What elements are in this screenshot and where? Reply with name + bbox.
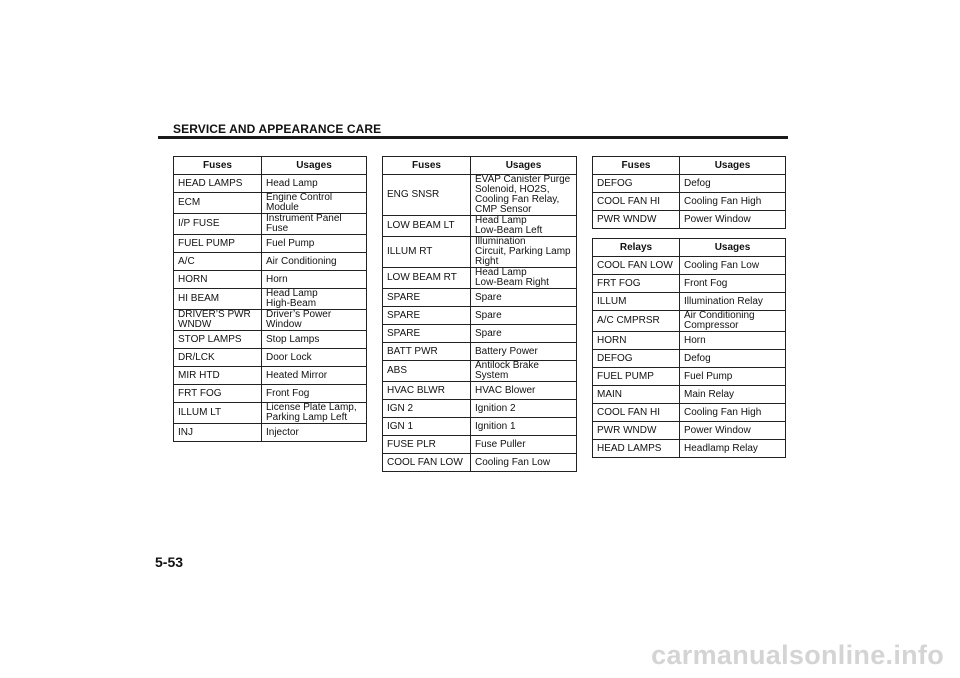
table-row xyxy=(593,404,786,422)
fuse-name-cell: HORN xyxy=(174,271,262,289)
fuse-name-cell: MIR HTD xyxy=(174,367,262,385)
table-row xyxy=(383,289,577,307)
usage-cell: Head Lamp High-Beam xyxy=(262,289,367,310)
fuse-name-cell: FUEL PUMP xyxy=(174,235,262,253)
table-row xyxy=(383,216,577,237)
usage-cell: Heated Mirror xyxy=(262,367,367,385)
column-header-usages: Usages xyxy=(262,157,367,175)
table-row xyxy=(174,331,367,349)
fuse-table-middle xyxy=(382,156,577,472)
usage-cell: Cooling Fan Low xyxy=(680,257,786,275)
table-row xyxy=(383,418,577,436)
table-row xyxy=(593,193,786,211)
fuse-name-cell: COOL FAN LOW xyxy=(593,257,680,275)
fuse-name-cell: COOL FAN HI xyxy=(593,404,680,422)
usage-cell: Headlamp Relay xyxy=(680,440,786,458)
table-row xyxy=(593,368,786,386)
section-title: SERVICE AND APPEARANCE CARE xyxy=(173,122,382,136)
table-row xyxy=(174,289,367,310)
usage-cell: Spare xyxy=(471,289,577,307)
usage-cell: Illumination Relay xyxy=(680,293,786,311)
table-row xyxy=(383,400,577,418)
fuse-name-cell: SPARE xyxy=(383,325,471,343)
table-row xyxy=(383,361,577,382)
usage-cell: License Plate Lamp, Parking Lamp Left xyxy=(262,403,367,424)
fuse-name-cell: ILLUM LT xyxy=(174,403,262,424)
usage-cell: Horn xyxy=(680,332,786,350)
table-row xyxy=(174,385,367,403)
fuse-table-left xyxy=(173,156,367,442)
fuse-name-cell: PWR WNDW xyxy=(593,422,680,440)
usage-cell: Fuel Pump xyxy=(262,235,367,253)
table-row xyxy=(174,310,367,331)
usage-cell: Head Lamp Low-Beam Left xyxy=(471,216,577,237)
fuse-name-cell: ILLUM RT xyxy=(383,237,471,268)
table-row xyxy=(174,253,367,271)
fuse-name-cell: MAIN xyxy=(593,386,680,404)
usage-cell: Power Window xyxy=(680,211,786,229)
fuse-name-cell: SPARE xyxy=(383,307,471,325)
usage-cell: Driver’s Power Window xyxy=(262,310,367,331)
usage-cell: Engine Control Module xyxy=(262,193,367,214)
usage-cell: Cooling Fan Low xyxy=(471,454,577,472)
usage-cell: Cooling Fan High xyxy=(680,404,786,422)
usage-cell: Stop Lamps xyxy=(262,331,367,349)
table-row xyxy=(593,211,786,229)
table-row xyxy=(383,175,577,216)
fuse-name-cell: SPARE xyxy=(383,289,471,307)
fuse-name-cell: PWR WNDW xyxy=(593,211,680,229)
fuse-name-cell: FUEL PUMP xyxy=(593,368,680,386)
usage-cell: Air Conditioning xyxy=(262,253,367,271)
page-number: 5-53 xyxy=(155,554,184,570)
fuse-name-cell: ABS xyxy=(383,361,471,382)
column-header-usages: Usages xyxy=(680,157,786,175)
usage-cell: Horn xyxy=(262,271,367,289)
fuse-name-cell: COOL FAN HI xyxy=(593,193,680,211)
fuse-table-right xyxy=(592,156,786,229)
table-row xyxy=(593,350,786,368)
fuse-name-cell: ILLUM xyxy=(593,293,680,311)
fuse-name-cell: FRT FOG xyxy=(174,385,262,403)
usage-cell: Main Relay xyxy=(680,386,786,404)
fuse-name-cell: A/C xyxy=(174,253,262,271)
usage-cell: Battery Power xyxy=(471,343,577,361)
fuse-name-cell: HVAC BLWR xyxy=(383,382,471,400)
fuse-name-cell: HI BEAM xyxy=(174,289,262,310)
table-row xyxy=(174,193,367,214)
usage-cell: HVAC Blower xyxy=(471,382,577,400)
fuse-name-cell: LOW BEAM RT xyxy=(383,268,471,289)
usage-cell: Air Conditioning Compressor xyxy=(680,311,786,332)
table-row xyxy=(383,454,577,472)
usage-cell: Ignition 1 xyxy=(471,418,577,436)
usage-cell: Front Fog xyxy=(680,275,786,293)
column-header-fuses: Fuses xyxy=(593,157,680,175)
fuse-name-cell: DEFOG xyxy=(593,350,680,368)
table-row xyxy=(174,403,367,424)
usage-cell: Cooling Fan High xyxy=(680,193,786,211)
column-header-usages: Usages xyxy=(471,157,577,175)
table-row xyxy=(593,293,786,311)
usage-cell: EVAP Canister Purge Solenoid, HO2S, Cooling Fan Relay, CMP Sensor xyxy=(471,175,577,216)
usage-cell: Head Lamp Low-Beam Right xyxy=(471,268,577,289)
table-row xyxy=(383,325,577,343)
table-row xyxy=(383,268,577,289)
table-row xyxy=(593,332,786,350)
table-row xyxy=(383,382,577,400)
table-row xyxy=(174,235,367,253)
column-header-fuses: Fuses xyxy=(383,157,471,175)
usage-cell: Defog xyxy=(680,350,786,368)
column-header-relays: Relays xyxy=(593,239,680,257)
table-row xyxy=(174,424,367,442)
table-row xyxy=(383,343,577,361)
column-header-fuses: Fuses xyxy=(174,157,262,175)
usage-cell: Door Lock xyxy=(262,349,367,367)
table-row xyxy=(593,311,786,332)
table-row xyxy=(593,422,786,440)
usage-cell: Front Fog xyxy=(262,385,367,403)
fuse-name-cell: HEAD LAMPS xyxy=(593,440,680,458)
fuse-name-cell: HEAD LAMPS xyxy=(174,175,262,193)
usage-cell: Spare xyxy=(471,325,577,343)
fuse-name-cell: INJ xyxy=(174,424,262,442)
fuse-name-cell: ECM xyxy=(174,193,262,214)
usage-cell: Spare xyxy=(471,307,577,325)
fuse-name-cell: HORN xyxy=(593,332,680,350)
table-row xyxy=(383,436,577,454)
usage-cell: Ignition 2 xyxy=(471,400,577,418)
table-row xyxy=(383,237,577,268)
fuse-name-cell: ENG SNSR xyxy=(383,175,471,216)
fuse-name-cell: A/C CMPRSR xyxy=(593,311,680,332)
fuse-name-cell: COOL FAN LOW xyxy=(383,454,471,472)
table-row xyxy=(593,440,786,458)
fuse-name-cell: BATT PWR xyxy=(383,343,471,361)
usage-cell: Instrument Panel Fuse xyxy=(262,214,367,235)
relay-table xyxy=(592,238,786,458)
fuse-name-cell: IGN 1 xyxy=(383,418,471,436)
fuse-name-cell: FRT FOG xyxy=(593,275,680,293)
fuse-name-cell: DRIVER’S PWR WNDW xyxy=(174,310,262,331)
table-row xyxy=(593,386,786,404)
table-row xyxy=(593,257,786,275)
usage-cell: Fuel Pump xyxy=(680,368,786,386)
fuse-name-cell: I/P FUSE xyxy=(174,214,262,235)
usage-cell: Injector xyxy=(262,424,367,442)
table-row xyxy=(174,175,367,193)
fuse-name-cell: LOW BEAM LT xyxy=(383,216,471,237)
fuse-name-cell: DEFOG xyxy=(593,175,680,193)
table-row xyxy=(174,367,367,385)
fuse-name-cell: STOP LAMPS xyxy=(174,331,262,349)
fuse-name-cell: FUSE PLR xyxy=(383,436,471,454)
usage-cell: Illumination Circuit, Parking Lamp Right xyxy=(471,237,577,268)
header-rule xyxy=(158,136,788,139)
table-row xyxy=(593,275,786,293)
table-row xyxy=(174,271,367,289)
table-row xyxy=(174,214,367,235)
usage-cell: Head Lamp xyxy=(262,175,367,193)
usage-cell: Defog xyxy=(680,175,786,193)
usage-cell: Antilock Brake System xyxy=(471,361,577,382)
table-row xyxy=(593,175,786,193)
column-header-usages: Usages xyxy=(680,239,786,257)
table-row xyxy=(174,349,367,367)
usage-cell: Power Window xyxy=(680,422,786,440)
fuse-name-cell: DR/LCK xyxy=(174,349,262,367)
table-row xyxy=(383,307,577,325)
watermark: carmanualsonline.info xyxy=(651,640,944,670)
fuse-name-cell: IGN 2 xyxy=(383,400,471,418)
usage-cell: Fuse Puller xyxy=(471,436,577,454)
